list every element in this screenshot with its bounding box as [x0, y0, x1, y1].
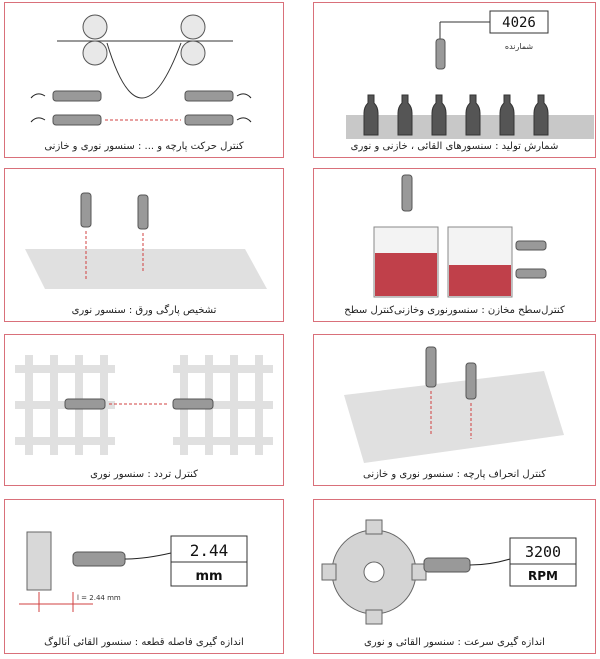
panel-caption: کنترل تردد : سنسور نوری: [90, 469, 198, 480]
counter-label: شمارنده: [504, 42, 534, 51]
sensor-icon: [31, 115, 101, 125]
panel-traffic: [4, 334, 284, 486]
distance-illustration: [5, 500, 285, 655]
panel-caption: اندازه گیری فاصله قطعه : سنسور القائی آنالوگ: [44, 637, 244, 648]
distance-display: 2.44: [189, 541, 229, 560]
sensor-icon: [436, 39, 445, 69]
sensor-icon: [185, 115, 251, 125]
sensor-icon: [516, 241, 546, 250]
traffic-illustration: [5, 335, 285, 487]
panel-caption: تشخیص پارگی ورق : سنسور نوری: [71, 305, 217, 316]
panel-distance: [4, 499, 284, 654]
panel-caption: کنترل انحراف پارچه : سنسور نوری و خازنی: [362, 469, 546, 480]
sensor-icon: [402, 175, 412, 211]
deviation-illustration: [314, 335, 597, 487]
sensor-icon: [426, 347, 436, 387]
sensor-icon: [424, 558, 470, 572]
sensor-icon: [73, 552, 125, 566]
panel-counter: [313, 2, 596, 158]
sheet-detect-illustration: [5, 169, 285, 323]
panel-caption: اندازه گیری سرعت : سنسور القائی و نوری: [364, 637, 545, 648]
distance-unit: mm: [195, 569, 223, 584]
panel-level: [313, 168, 596, 322]
panel-deviation: [313, 334, 596, 486]
sensor-icon: [466, 363, 476, 399]
panel-speed: [313, 499, 596, 654]
web-motion-illustration: [5, 3, 285, 159]
panel-web-motion: [4, 2, 284, 158]
level-illustration: [314, 169, 597, 323]
sensor-icon: [516, 269, 546, 278]
sensor-icon: [65, 399, 105, 409]
sensor-icon: [173, 399, 213, 409]
gear-icon: [322, 520, 426, 624]
speed-display: 3200: [524, 543, 562, 561]
speed-unit: RPM: [528, 569, 558, 583]
panel-caption: شمارش تولید : سنسورهای القائی ، خازنی و نوری: [350, 141, 559, 152]
sensor-icon: [185, 91, 251, 101]
sensor-icon: [138, 195, 148, 229]
sensor-icon: [31, 91, 101, 101]
panel-caption: کنترل حرکت پارچه و ... : سنسور نوری و خازنی: [44, 141, 244, 152]
speed-illustration: [314, 500, 597, 655]
panel-caption: کنترل‌سطح مخازن : سنسورنوری وخازنی‌کنترل سطح: [344, 305, 565, 316]
panel-sheet-detect: [4, 168, 284, 322]
counter-display: 4026: [502, 15, 536, 31]
sensor-icon: [81, 193, 91, 227]
counter-illustration: [314, 3, 597, 159]
distance-dimension: l = 2.44 mm: [77, 594, 121, 602]
